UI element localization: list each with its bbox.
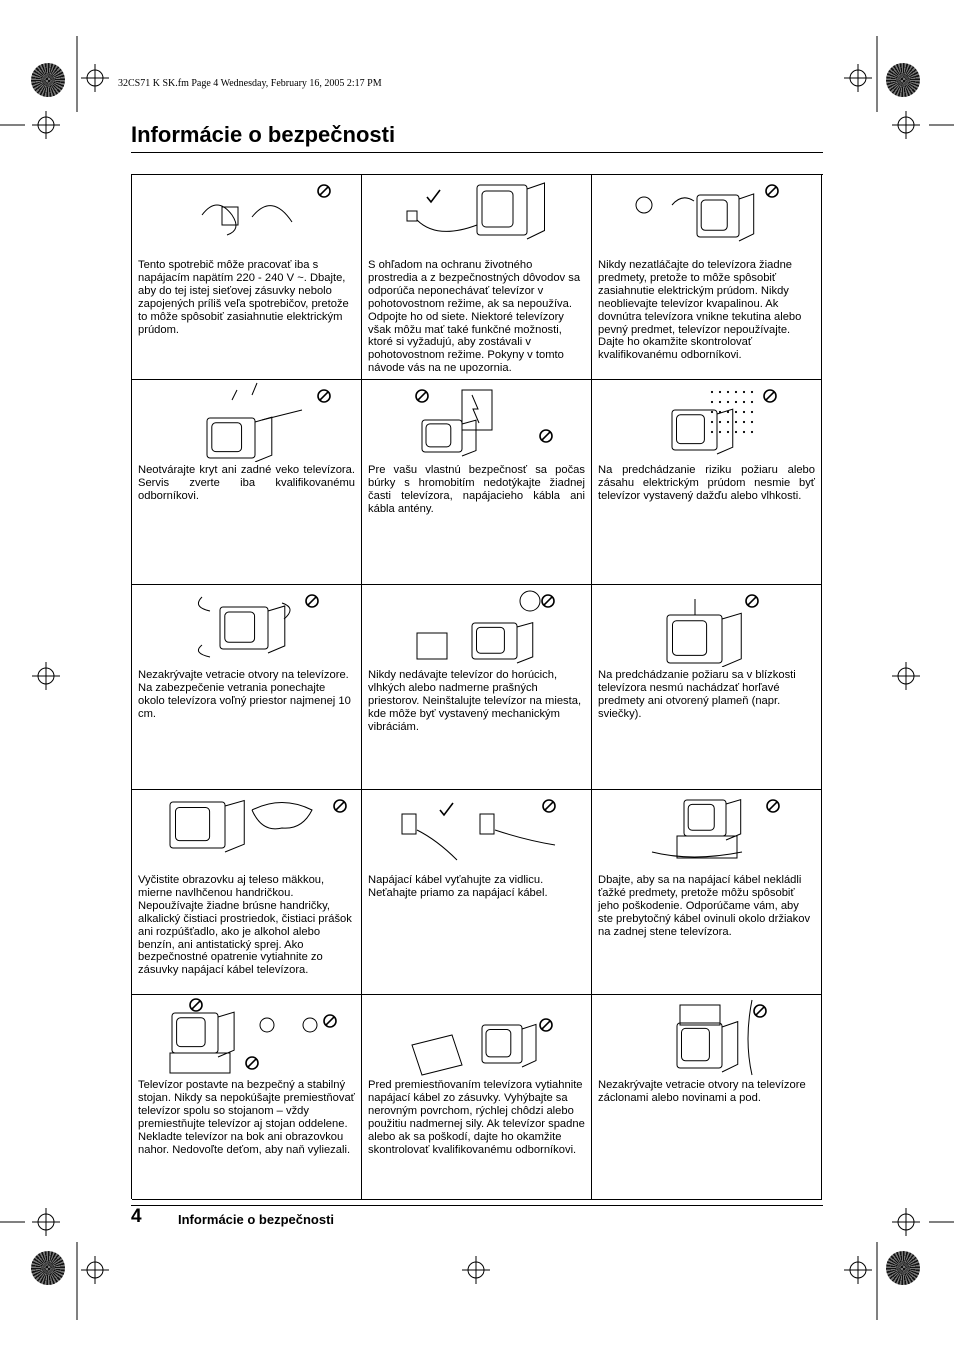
safety-cell xyxy=(362,585,592,790)
cable-icon xyxy=(202,205,236,235)
cloud-icon xyxy=(198,597,290,657)
safety-cell xyxy=(362,175,592,380)
safety-cell xyxy=(132,585,362,790)
unplugged-tv-illustration xyxy=(362,175,591,257)
safety-cell xyxy=(132,995,362,1200)
rain-icon xyxy=(735,431,736,432)
cable-icon xyxy=(252,206,292,222)
page-number: 4 xyxy=(131,1206,142,1227)
spark-icon xyxy=(232,383,302,420)
rain-icon xyxy=(743,411,744,412)
tv-screen-icon xyxy=(477,627,505,653)
prohibited-slash-icon xyxy=(336,802,344,810)
prohibited-slash-icon xyxy=(542,1021,550,1029)
rain-icon xyxy=(735,401,736,402)
rain-icon xyxy=(751,431,752,432)
rain-icon xyxy=(727,391,728,392)
cable-icon xyxy=(652,852,742,857)
safety-cell xyxy=(132,175,362,380)
tv-screen-icon xyxy=(486,1030,511,1057)
safety-cell xyxy=(592,790,822,995)
safety-text: Nezakrývajte vetracie otvory na televízore. Na zabezpečenie vetrania ponechajte okolo televízora voľný priestor najmenej 10 cm. xyxy=(138,669,351,720)
lightning-storm-illustration xyxy=(362,380,591,462)
tv-body-icon xyxy=(522,1024,536,1067)
rain-icon xyxy=(743,401,744,402)
cable-under-stand-illustration xyxy=(592,790,821,872)
rain-icon xyxy=(751,391,752,392)
arrow-icon xyxy=(672,198,694,205)
rain-icon xyxy=(743,431,744,432)
tv-screen-icon xyxy=(212,423,242,452)
rain-icon xyxy=(719,391,720,392)
safety-cell xyxy=(592,175,822,380)
curtain-icon xyxy=(748,1000,752,1075)
tv-body-icon xyxy=(527,183,545,239)
covered-vents-illustration xyxy=(132,585,361,667)
rain-moisture-illustration xyxy=(592,380,821,462)
tv-body-icon xyxy=(462,420,476,456)
rain-icon xyxy=(751,411,752,412)
rain-icon xyxy=(743,391,744,392)
tv-body-icon xyxy=(726,800,741,840)
rain-icon xyxy=(735,391,736,392)
open-cover-illustration xyxy=(132,380,361,462)
tv-body-icon xyxy=(255,417,272,462)
curtain-newspaper-illustration xyxy=(592,995,821,1077)
prohibited-slash-icon xyxy=(320,187,328,195)
safety-text: Napájací kábel vyťahujte za vidlicu. Neťahajte priamo za napájací kábel. xyxy=(368,874,548,899)
safety-text: Dbajte, aby sa na napájací kábel nekládli ťažké predmety, pretože môžu spôsobiť jeho poškodenie. Odporúčame vám, aby ste prebytočný kábel ovinuli okolo držiakov na zadnej stene televízora. xyxy=(598,874,811,938)
safety-cell xyxy=(362,995,592,1200)
page-title: Informácie o bezpečnosti xyxy=(131,122,396,147)
safety-text: Nezakrývajte vetracie otvory na televízore záclonami alebo novinami a pod. xyxy=(598,1079,806,1104)
rain-icon xyxy=(727,411,728,412)
tv-screen-icon xyxy=(482,191,513,227)
tv-body-icon xyxy=(722,613,741,667)
safety-text: Televízor postavte na bezpečný a stabilný stojan. Nikdy sa nepokúšajte premiestňovať televízor spolu so stojanom – vždy premiestňujte televízor aj stojan oddelene. Nekladte televízor na bok ani obrazovkou nahor. Nedovoľte deťom, aby naň vyliezali. xyxy=(138,1079,355,1156)
person-icon xyxy=(636,197,652,213)
check-icon xyxy=(427,190,440,202)
safety-cell xyxy=(592,380,822,585)
tv-body-icon xyxy=(225,800,244,852)
overloaded-socket-illustration xyxy=(132,175,361,257)
safety-cell xyxy=(132,790,362,995)
cable-icon xyxy=(417,220,477,231)
prohibited-slash-icon xyxy=(756,1007,764,1015)
title-rule xyxy=(131,152,823,153)
pull-plug-illustration xyxy=(362,790,591,872)
cable-icon xyxy=(495,830,555,845)
rain-icon xyxy=(719,421,720,422)
cloth-icon xyxy=(252,803,312,829)
footer-title: Informácie o bezpečnosti xyxy=(178,1212,335,1227)
prohibited-slash-icon xyxy=(769,802,777,810)
heater-icon xyxy=(417,633,447,659)
tv-screen-icon xyxy=(682,1028,710,1060)
tv-screen-icon xyxy=(176,808,210,841)
prohibited-slash-icon xyxy=(748,597,756,605)
rain-icon xyxy=(711,391,712,392)
rain-icon xyxy=(711,431,712,432)
rain-icon xyxy=(735,411,736,412)
tv-screen-icon xyxy=(701,200,727,230)
newspaper-icon xyxy=(680,1005,720,1025)
safety-grid xyxy=(131,174,823,1199)
prohibited-slash-icon xyxy=(766,392,774,400)
rain-icon xyxy=(743,421,744,422)
stand-and-children-illustration xyxy=(132,995,361,1077)
safety-text: Na predchádzanie riziku požiaru alebo zásahu elektrickým prúdom nesmie byť televízor vystavený dažďu alebo vlhkosti. xyxy=(598,464,815,502)
tv-screen-icon xyxy=(677,415,705,444)
cable-icon xyxy=(417,830,457,860)
prohibited-slash-icon xyxy=(542,432,550,440)
tv-screen-icon xyxy=(688,804,714,830)
child-icon xyxy=(303,1018,317,1032)
rain-icon xyxy=(719,411,720,412)
safety-text: Tento spotrebič môže pracovať iba s napájacím napätím 220 - 240 V ~. Dbajte, aby do tej istej sieťovej zásuvky nebolo zapojených príliš veľa spotrebičov, pretože to môže spôsobiť zasiahnutie elektrickým prúdom. xyxy=(138,259,349,336)
prohibited-slash-icon xyxy=(418,392,426,400)
safety-text: Na predchádzanie požiaru sa v blízkosti televízora nesmú nachádzať horľavé predmety ani otvorený plameň (napr. sviečky). xyxy=(598,669,796,720)
rain-icon xyxy=(751,421,752,422)
rain-icon xyxy=(727,401,728,402)
tv-screen-icon xyxy=(177,1018,206,1047)
tv-body-icon xyxy=(517,623,533,663)
cleaning-screen-illustration xyxy=(132,790,361,872)
safety-text: S ohľadom na ochranu životného prostredia a z bezpečnostných dôvodov sa odporúča neponechávať televízor v pohotovostnom režime, ak sa nepoužíva. Odpojte ho od siete. Niektoré televízory však môžu mať také funkčné možnosti, ktoré si vyžadujú, aby zostávali v pohotovostnom režime. Pokyny v tomto návode vás na ne upozornia. xyxy=(368,259,581,375)
prohibited-slash-icon xyxy=(320,392,328,400)
tv-body-icon xyxy=(722,1022,738,1072)
rain-icon xyxy=(711,421,712,422)
safety-cell xyxy=(132,380,362,585)
tv-screen-icon xyxy=(426,424,451,447)
child-icon xyxy=(260,1018,274,1032)
prohibited-slash-icon xyxy=(544,597,552,605)
safety-cell xyxy=(362,380,592,585)
prohibited-slash-icon xyxy=(308,597,316,605)
rain-icon xyxy=(711,411,712,412)
socket-icon xyxy=(480,814,494,834)
tv-body-icon xyxy=(268,606,285,653)
sun-icon xyxy=(520,591,540,611)
safety-text: Nikdy nedávajte televízor do horúcich, vlhkých alebo nadmerne prašných priestorov. Neinštalujte televízor na miesta, kde môže byť vystavený mechanickým vibráciám. xyxy=(368,669,582,733)
rain-icon xyxy=(719,431,720,432)
rain-icon xyxy=(711,401,712,402)
heat-dust-illustration xyxy=(362,585,591,667)
rain-icon xyxy=(727,421,728,422)
safety-text: Pred premiestňovaním televízora vytiahnite napájací kábel zo zásuvky. Vyhýbajte sa nerovným povrchom, rýchlej chôdzi alebo použitiu nadmernej sily. Ak televízor spadne alebo ak sa poškodí, dajte ho okamžite skontrolovať kvalifikovanému odborníkovi. xyxy=(368,1079,585,1156)
safety-text: Vyčistite obrazovku aj teleso mäkkou, mierne navlhčenou handričkou. Nepoužívajte žiadne brúsne handričky, alkalický čistiaci prostriedok, čistiaci prášok ani rozpúšťadlo, ako je alkohol alebo benzín, ani antistatický sprej. Ako bezpečnostné opatrenie vytiahnite zo zásuvky napájací kábel televízora. xyxy=(138,874,352,977)
safety-cell xyxy=(362,790,592,995)
safety-text: Nikdy nezatláčajte do televízora žiadne predmety, pretože to môže spôsobiť zasiahnutie elektrickým prúdom. Nikdy neoblievajte televízor kvapalinou. Ak dovnútra televízora vnikne tekutina alebo pevný predmet, televízor nepoužívajte. Dajte ho okamžite skontrolovať kvalifikovanému odborníkovi. xyxy=(598,259,802,362)
safety-cell xyxy=(592,585,822,790)
safety-text: Pre vašu vlastnú bezpečnosť sa počas búrky s hromobitím nedotýkajte žiadnej časti televízora, napájacieho kábla ani kábla antény. xyxy=(368,464,585,515)
tv-screen-icon xyxy=(225,612,255,642)
liquid-on-tv-illustration xyxy=(592,175,821,257)
socket-icon xyxy=(402,814,416,834)
prohibited-slash-icon xyxy=(545,802,553,810)
candle-on-tv-illustration xyxy=(592,585,821,667)
rain-icon xyxy=(751,401,752,402)
prohibited-slash-icon xyxy=(192,1001,200,1009)
safety-text: Neotvárajte kryt ani zadné veko televízora. Servis zverte iba kvalifikovanému odborníkovi. xyxy=(138,464,355,502)
check-icon xyxy=(440,803,453,815)
print-header: 32CS71 K SK.fm Page 4 Wednesday, February 16, 2005 2:17 PM xyxy=(118,78,382,89)
prohibited-slash-icon xyxy=(326,1017,334,1025)
rain-icon xyxy=(735,421,736,422)
tv-screen-icon xyxy=(673,621,707,656)
rain-icon xyxy=(719,401,720,402)
footer-rule xyxy=(131,1205,823,1206)
socket-icon xyxy=(407,211,417,221)
table-icon xyxy=(412,1035,462,1075)
rain-icon xyxy=(727,431,728,432)
tv-body-icon xyxy=(218,1012,234,1057)
prohibited-slash-icon xyxy=(768,187,776,195)
falling-tv-illustration xyxy=(362,995,591,1077)
lightning-icon xyxy=(462,390,492,430)
prohibited-slash-icon xyxy=(248,1059,256,1067)
tv-body-icon xyxy=(739,194,754,241)
safety-cell xyxy=(592,995,822,1200)
